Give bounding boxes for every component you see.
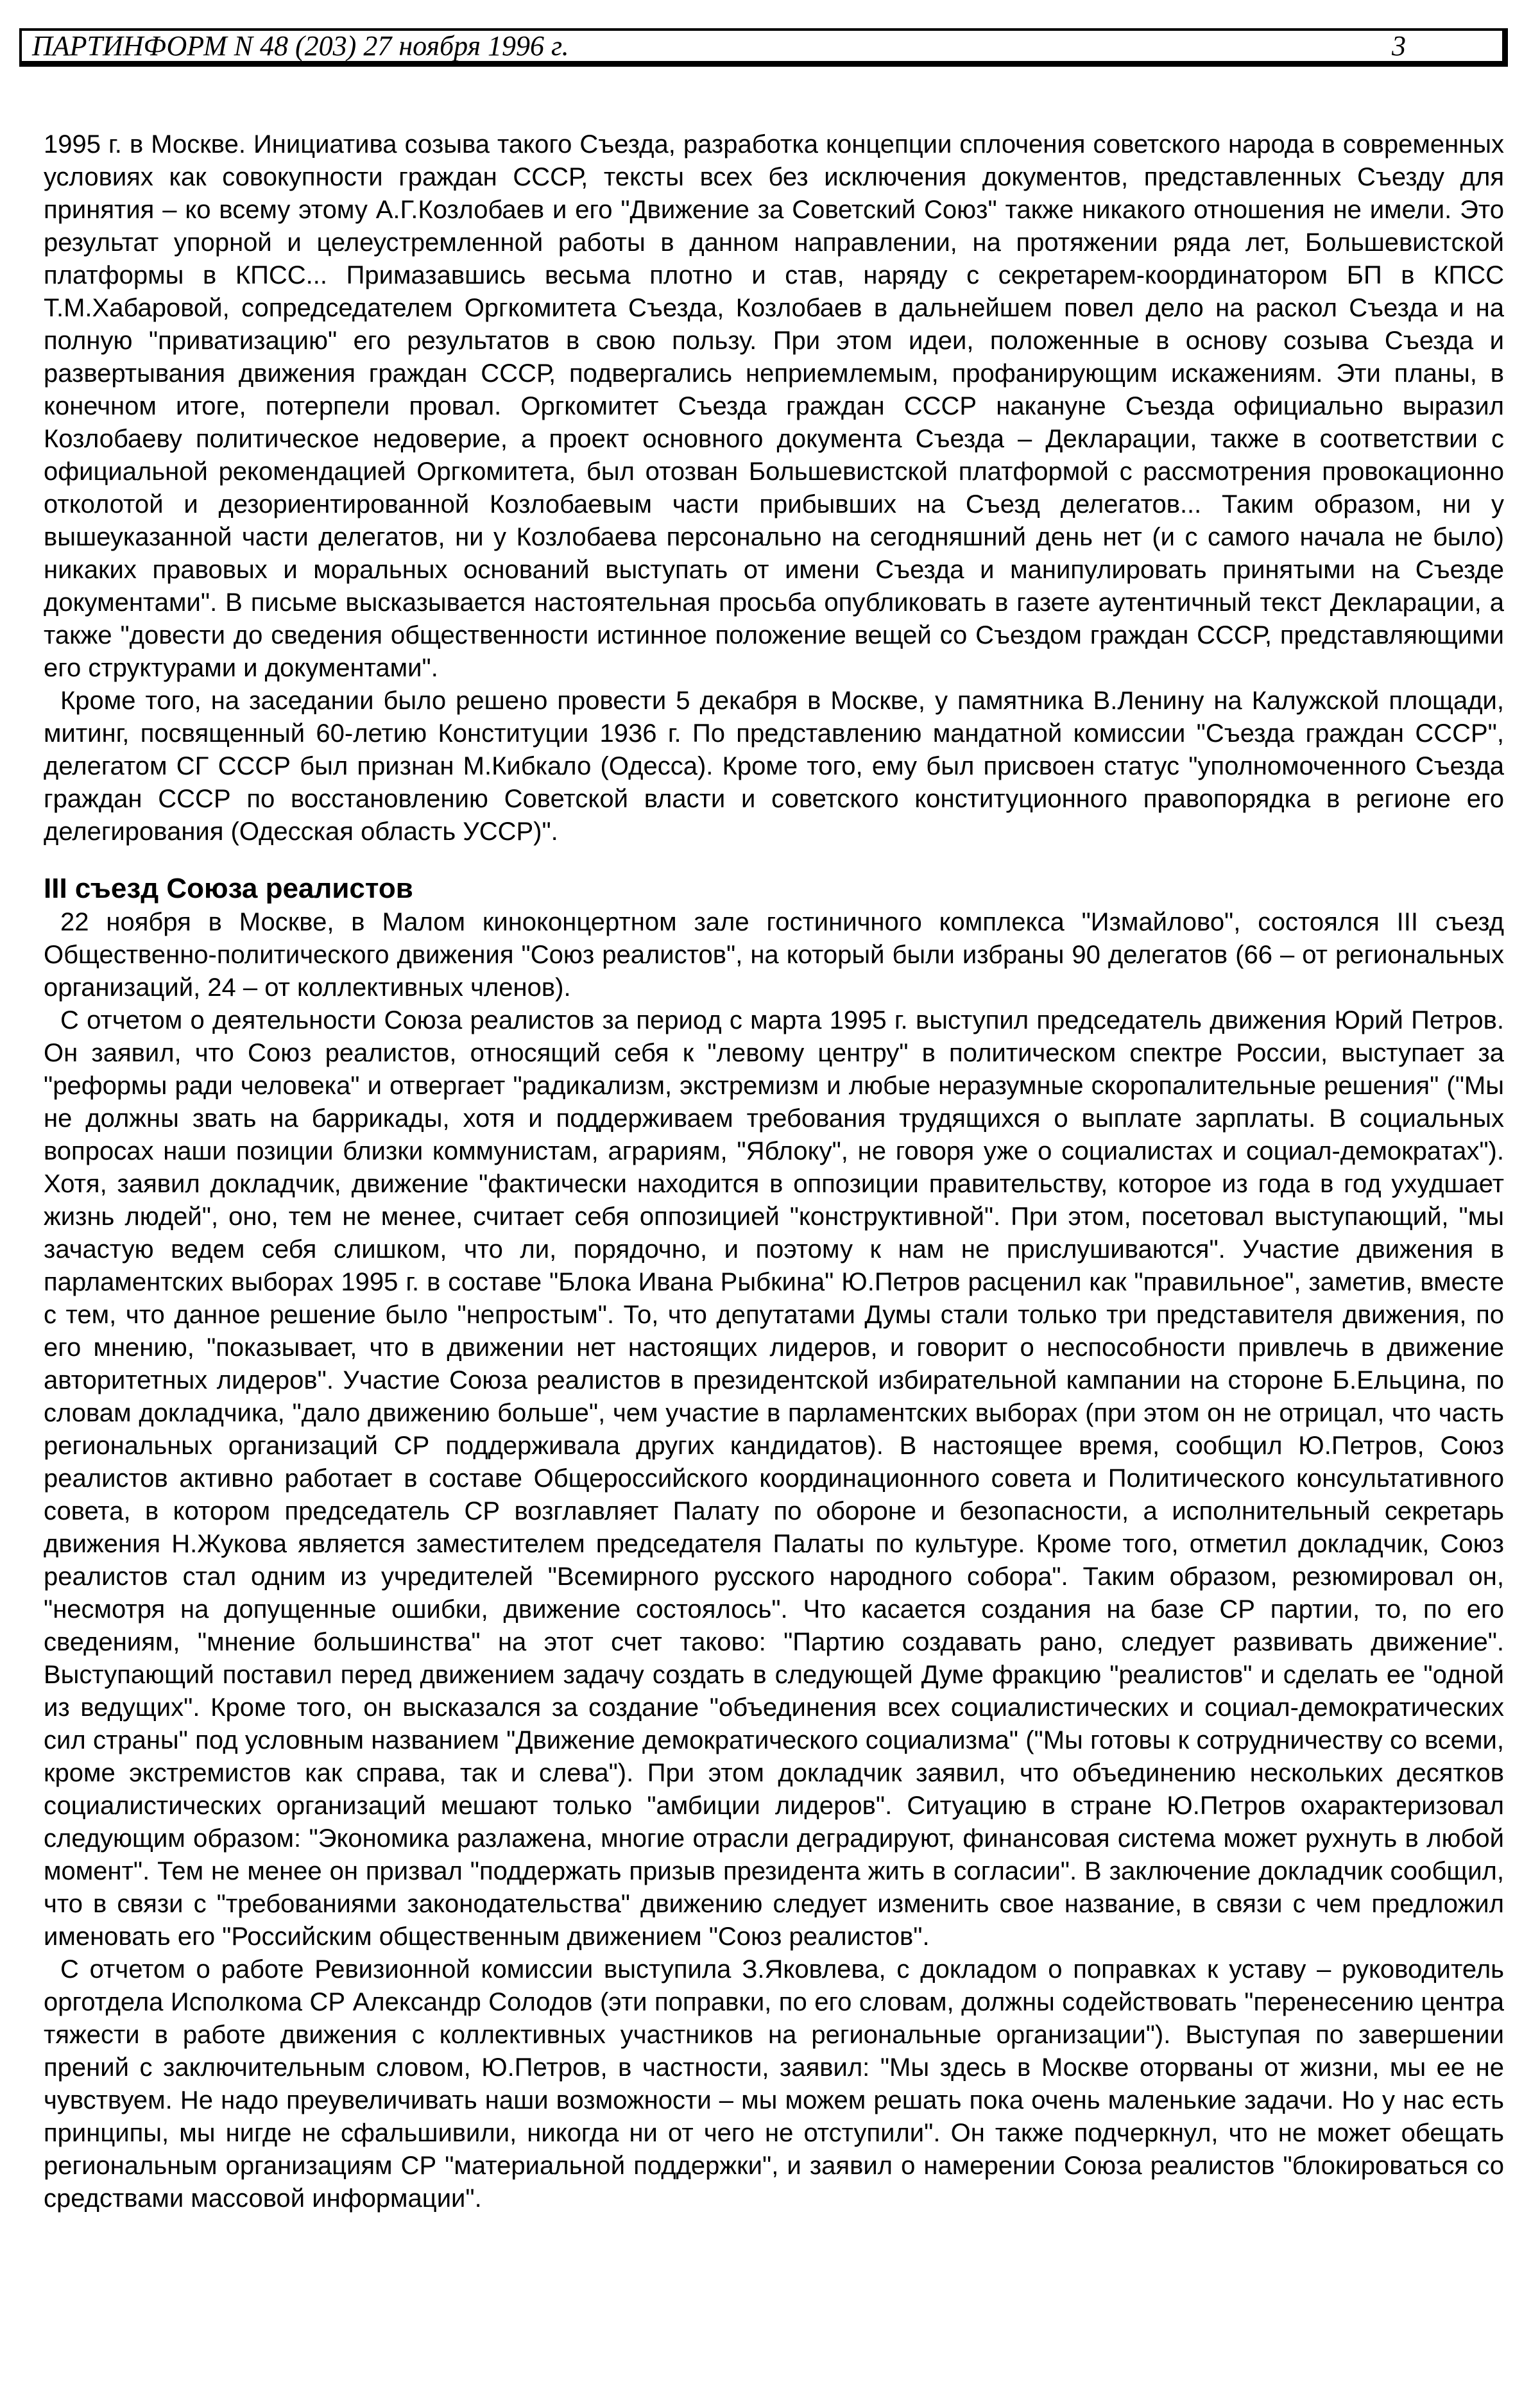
paragraph: Кроме того, на заседании было решено провести 5 декабря в Москве, у памятника В.Ленину на Калужской площади, митинг, посвященный 60-летию Конституции 1936 г. По представлению мандатной комиссии "Съезда граждан СССР", делегатом СГ СССР был признан М.Кибкало (Одесса). Кроме того, ему был присвоен статус "уполномоченного Съезда граждан СССР по восстановлению Советской власти и советского конституционного правопорядка в регионе его делегирования (Одесская область УССР)". (44, 687, 1504, 846)
paragraph: 22 ноября в Москве, в Малом киноконцертном зале гостиничного комплекса "Измайлово", состоялся III съезд Общественно-политического движения "Союз реалистов", на который были избраны 90 делегатов (66 – от региональных организаций, 24 – от коллективных членов). (44, 908, 1504, 1002)
paragraph: С отчетом о деятельности Союза реалистов за период с марта 1995 г. выступил председатель движения Юрий Петров. Он заявил, что Союз реалистов, относящий себя к "левому центру" в политическом спектре России, выступает за "реформы ради человека" и отвергает "радикализм, экстремизм и любые неразумные скоропалительные решения" ("Мы не должны звать на баррикады, хотя и поддерживаем требования трудящихся о выплате зарплаты. В социальных вопросах наши позиции близки коммунистам, аграриям, "Яблоку", не говоря уже о социалистах и социал-демократах"). Хотя, заявил докладчик, движение "фактически находится в оппозиции правительству, которое из года в год ухудшает жизнь людей", оно, тем не менее, считает себя оппозицией "конструктивной". При этом, посетовал выступающий, "мы зачастую ведем себя слишком, что ли, порядочно, и поэтому к нам не прислушиваются". Участие движения в парламентских выборах 1995 г. в составе "Блока Ивана Рыбкина" Ю.Петров расценил как "правильное", заметив, вместе с тем, что данное решение было "непростым". То, что депутатами Думы стали только три представителя движения, по его мнению, "показывает, что в движении нет настоящих лидеров, и говорит о неспособности привлечь в движение авторитетных лидеров". Участие Союза реалистов в президентской избирательной кампании на стороне Б.Ельцина, по словам докладчика, "дало движению больше", чем участие в парламентских выборах (при этом он не отрицал, что часть региональных организаций СР поддерживала других кандидатов). В настоящее время, сообщил Ю.Петров, Союз реалистов активно работает в составе Общероссийского координационного совета и Политического консультативного совета, в котором председатель СР возглавляет Палату по обороне и безопасности, а исполнительный секретарь движения Н.Жукова является заместителем председателя Палаты по культуре. Кроме того, отметил докладчик, Союз реалистов стал одним из учредителей "Всемирного русского народного собора". Таким образом, резюмировал он, "несмотря на допущенные ошибки, движение состоялось". Что касается создания на базе СР партии, то, по его сведениям, "мнение большинства" на этот счет таково: "Партию создавать рано, следует развивать движение". Выступающий поставил перед движением задачу создать в следующей Думе фракцию "реалистов" и сделать ее "одной из ведущих". Кроме того, он высказался за создание "объединения всех социалистических и социал-демократических сил страны" под условным названием "Движение демократического социализма" ("Мы готовы к сотрудничеству со всеми, кроме экстремистов как справа, так и слева"). При этом докладчик заявил, что объединению нескольких десятков социалистических организаций мешают только "амбиции лидеров". Ситуацию в стране Ю.Петров охарактеризовал следующим образом: "Экономика разлажена, многие отрасли деградируют, финансовая система может рухнуть в любой момент". Тем не менее он призвал "поддержать призыв президента жить в согласии". В заключение докладчик сообщил, что в связи с "требованиями законодательства" движению следует изменить свое название, в связи с чем предложил именовать его "Российским общественным движением "Союз реалистов". (44, 1006, 1504, 1951)
article-body (44, 128, 1504, 2215)
page-number: 3 (1392, 30, 1406, 62)
paragraph: С отчетом о работе Ревизионной комиссии выступила З.Яковлева, с докладом о поправках к уставу – руководитель орготдела Исполкома СР Александр Солодов (эти поправки, по его словам, должны содействовать "перенесению центра тяжести в работе движения с коллективных участников на региональные организации"). Выступая по завершении прений с заключительным словом, Ю.Петров, в частности, заявил: "Мы здесь в Москве оторваны от жизни, мы ее не чувствуем. Не надо преувеличивать наши возможности – мы можем решать пока очень маленькие задачи. Но у нас есть принципы, мы нигде не сфальшивили, никогда ни от чего не отступили". Он также подчеркнул, что не может обещать региональным организациям СР "материальной поддержки", и заявил о намерении Союза реалистов "блокироваться со средствами массовой информации". (44, 1955, 1504, 2213)
section-heading: III съезд Союза реалистов (44, 873, 413, 904)
publication-title: ПАРТИНФОРМ N 48 (203) 27 ноября 1996 г. (32, 30, 569, 62)
page-header (19, 28, 1508, 67)
paragraph: 1995 г. в Москве. Инициатива созыва такого Съезда, разработка концепции сплочения советского народа в современных условиях как совокупности граждан СССР, тексты всех без исключения документов, представленных Съезду для принятия – ко всему этому А.Г.Козлобаев и его "Движение за Советский Союз" также никакого отношения не имели. Это результат упорной и целеустремленной работы в данном направлении, на протяжении ряда лет, Большевистской платформы в КПСС... Примазавшись весьма плотно и став, наряду с секретарем-координатором БП в КПСС Т.М.Хабаровой, сопредседателем Оргкомитета Съезда, Козлобаев в дальнейшем повел дело на раскол Съезда и на полную "приватизацию" его результатов в свою пользу. При этом идеи, положенные в основу созыва Съезда и развертывания движения граждан СССР, подвергались неприемлемым, профанирующим искажениям. Эти планы, в конечном итоге, потерпели провал. Оргкомитет Съезда граждан СССР накануне Съезда официально выразил Козлобаеву политическое недоверие, а проект основного документа Съезда – Декларации, также в соответствии с официальной рекомендацией Оргкомитета, был отозван Большевистской платформой с рассмотрения провокационно отколотой и дезориентированной Козлобаевым части прибывших на Съезд делегатов... Таким образом, ни у вышеуказанной части делегатов, ни у Козлобаева персонально на сегодняшний день нет (и с самого начала не было) никаких правовых и моральных оснований выступать от имени Съезда и манипулировать принятыми на Съезде документами". В письме высказывается настоятельная просьба опубликовать в газете аутентичный текст Декларации, а также "довести до сведения общественности истинное положение вещей со Съездом граждан СССР, представляющими его структурами и документами". (44, 130, 1504, 682)
